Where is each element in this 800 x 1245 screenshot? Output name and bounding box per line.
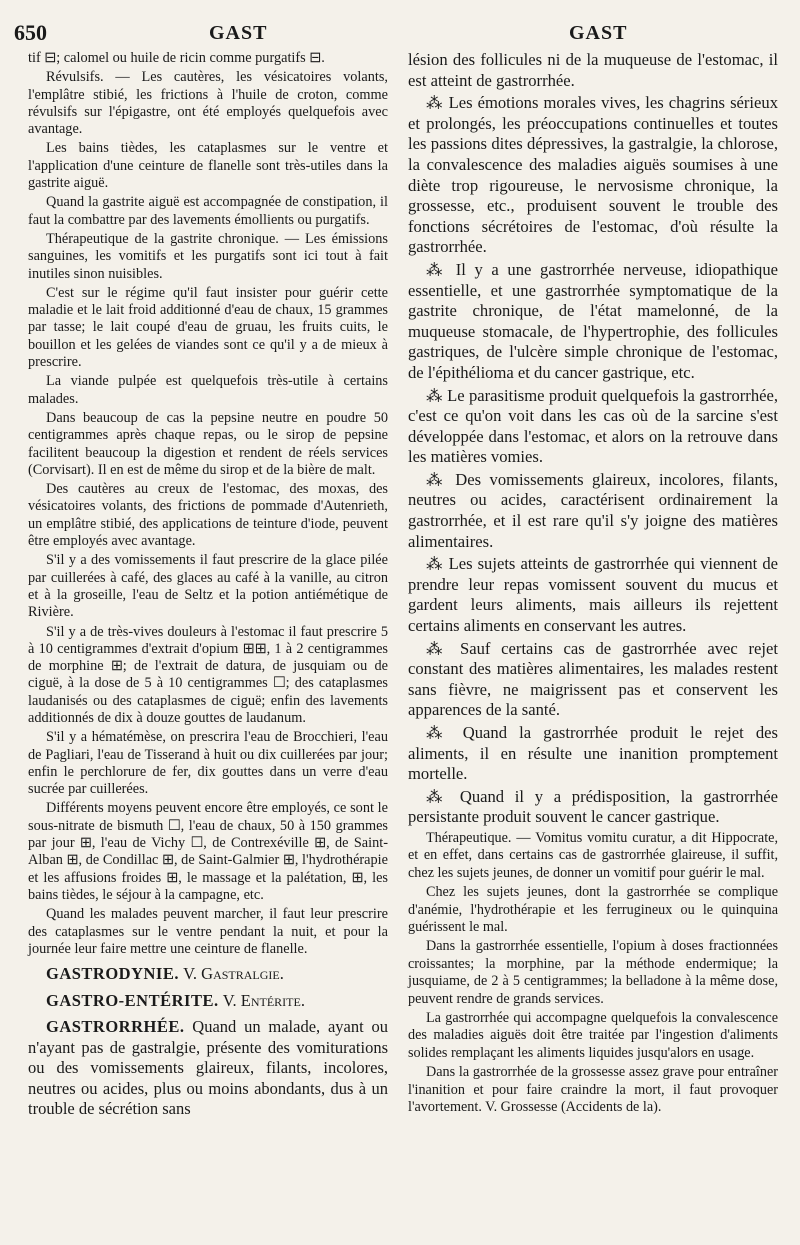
running-head-left: GAST xyxy=(209,22,268,44)
paragraph: Thérapeutique de la gastrite chronique. — Les émissions sanguines, les vomitifs et les purgatifs sont ici tout à fait inutiles sinon nuisibles. xyxy=(28,230,388,282)
paragraph: La gastrorrhée qui accompagne quelquefois la convalescence des maladies aiguës doit être traitée par l'ingestion d'aliments solides remplaçant les aliments liquides jusqu'alors en usage. xyxy=(408,1010,778,1061)
dictionary-entry-gastrodynie xyxy=(28,964,388,985)
cross-reference: V. Entérite. xyxy=(222,990,305,1010)
right-column xyxy=(408,50,778,1116)
paragraph: Quand la gastrite aiguë est accompagnée de constipation, il faut la combattre par des lavements émollients ou purgatifs. xyxy=(28,194,388,228)
paragraph: Des cautères au creux de l'estomac, des moxas, des vésicatoires volants, des frictions de pommade d'Autenrieth, un emplâtre stibié, des applications de teinture d'iode, peuvent être employés avec avantage. xyxy=(28,481,388,550)
paragraph: ⁂ Les émotions morales vives, les chagrins sérieux et prolongés, les préoccupations continuelles et toutes les passions dites dépressives, la gastralgie, la chlorose, la convalescence des maladies aiguës soumises à une diète trop rigoureuse, le nervosisme chronique, la grossesse, etc., produisent souvent le trouble des fonctions sécrétoires de l'estomac, d'où résulte la gastrorrhée. xyxy=(408,93,778,257)
paragraph: ⁂ Quand il y a prédisposition, la gastrorrhée persistante produit souvent le cancer gastrique. xyxy=(408,786,778,827)
paragraph: ⁂ Le parasitisme produit quelquefois la gastrorrhée, c'est ce qu'on voit dans les cas où de la sarcine s'est développée dans l'estomac, et alors on la retrouve dans les matières vomies. xyxy=(408,385,778,467)
left-column xyxy=(28,50,388,1120)
paragraph: Différents moyens peuvent encore être employés, ce sont le sous-nitrate de bismuth ☐, l'eau de chaux, 50 à 150 grammes par jour ⊞, l'eau de Vichy ☐, de Contrexéville ⊞, de Saint-Alban ⊞, de Condillac ⊞, de Saint-Galmier ⊞, l'hydrothérapie et les affusions froides ⊞, le massage et la palétation, ⊞, les bains tièdes, le séjour à la campagne, etc. xyxy=(28,800,388,903)
paragraph: S'il y a des vomissements il faut prescrire de la glace pilée par cuillerées à café, des glaces au café à la vanille, au citron et à la groseille, l'eau de Seltz et la potion antiémétique de Rivière. xyxy=(28,552,388,621)
paragraph: S'il y a de très-vives douleurs à l'estomac il faut prescrire 5 à 10 centigrammes d'extrait d'opium ⊞⊞, 1 à 2 centigrammes de morphine ⊞; de l'extrait de datura, de jusquiam ou de ciguë, à la dose de 5 à 10 centigrammes ☐; des cataplasmes laudanisés ou des cataplasmes de ciguë; enfin des lavements additionnés de dix à douze gouttes de laudanum. xyxy=(28,623,388,726)
paragraph: ⁂ Des vomissements glaireux, incolores, filants, neutres ou acides, caractérisent ordinairement la gastrorrhée, et il est rare qu'il s'y joigne des matières alimentaires. xyxy=(408,469,778,551)
paragraph: Dans la gastrorrhée de la grossesse assez grave pour entraîner l'inanition et pour faire craindre la mort, il faut provoquer l'avortement. V. Grossesse (Accidents de la). xyxy=(408,1064,778,1116)
entry-term: GASTRO-ENTÉRITE. xyxy=(46,990,219,1010)
paragraph: La viande pulpée est quelquefois très-utile à certains malades. xyxy=(28,373,388,407)
paragraph: ⁂ Il y a une gastrorrhée nerveuse, idiopathique essentielle, et une gastrorrhée symptomatique de la gastrite chronique, de l'état mamelonné, de la muqueuse stomacale, de l'hypertrophie, des follicules gastriques, de l'ulcère simple chronique de l'estomac, de l'épithélioma et du cancer gastrique, etc. xyxy=(408,259,778,382)
entry-text: Quand un malade, ayant ou n'ayant pas de gastralgie, présente des vomiturations ou des vomissements glaireux, filants, incolores, neutres ou acides, plus ou moins abondants, dus à un trouble de sécrétion sans xyxy=(28,1017,389,1119)
paragraph: Révulsifs. — Les cautères, les vésicatoires volants, l'emplâtre stibié, les frictions à l'huile de croton, comme révulsifs sur l'épigastre, ont été employés quelquefois avec avantage. xyxy=(28,69,388,138)
paragraph: ⁂ Quand la gastrorrhée produit le rejet des aliments, il en résulte une inanition promptement mortelle. xyxy=(408,723,778,784)
page-number: 650 xyxy=(14,20,47,45)
paragraph: lésion des follicules ni de la muqueuse de l'estomac, il est atteint de gastrorrhée. xyxy=(408,50,778,90)
paragraph: S'il y a hématémèse, on prescrira l'eau de Brocchieri, l'eau de Pagliari, l'eau de Tisserand à huit ou dix cuillerées par jour; enfin le perchlorure de fer, dix gouttes dans un verre d'eau sucrée par cuillerées. xyxy=(28,729,388,798)
page-header xyxy=(14,20,786,50)
therapeutics-section xyxy=(408,830,778,1117)
paragraph: ⁂ Les sujets atteints de gastrorrhée qui viennent de prendre leur repas vomissent souvent du mucus et gardent leurs aliments, mais ailleurs ils rejettent certains aliments en conservant les autres. xyxy=(408,554,778,636)
entry-term: GASTRORRHÉE. xyxy=(46,1017,185,1037)
paragraph: Quand les malades peuvent marcher, il faut leur prescrire des cataplasmes sur le ventre pendant la nuit, et pour la journée leur faire mettre une ceinture de flanelle. xyxy=(28,906,388,957)
paragraph: Dans beaucoup de cas la pepsine neutre en poudre 50 centigrammes après chaque repas, ou le sirop de pepsine facilitent beaucoup la digestion et rendent de réels services (Corvisart). Il en est de même du sirop et de la bière de malt. xyxy=(28,409,388,478)
entry-term: GASTRODYNIE. xyxy=(46,964,179,984)
dictionary-entry-gastrorrhee xyxy=(28,1017,388,1120)
paragraph: C'est sur le régime qu'il faut insister pour guérir cette maladie et le lait froid additionné d'eau de chaux, 15 grammes par tasse; le lait coupé d'eau de gruau, les fruits cuits, le bouillon et les gelées de viandes sont ce qu'il y a de mieux à prescrire. xyxy=(28,284,388,371)
cross-reference: V. Gastralgie. xyxy=(183,964,284,984)
paragraph: Les bains tièdes, les cataplasmes sur le ventre et l'application d'une ceinture de flanelle sont très-utiles dans la gastrite aiguë. xyxy=(28,140,388,192)
paragraph: tif ⊟; calomel ou huile de ricin comme purgatifs ⊟. xyxy=(28,50,325,66)
dictionary-entry-gastro-enterite xyxy=(28,991,388,1012)
paragraph: Dans la gastrorrhée essentielle, l'opium à doses fractionnées croissantes; la morphine, par la méthode endermique; la jusquiame, de 2 à 5 centigrammes; la belladone à la même dose, peuvent rendre de grands services. xyxy=(408,938,778,1007)
paragraph: Thérapeutique. — Vomitus vomitu curatur, a dit Hippocrate, et en effet, dans certains cas de gastrorrhée glaireuse, il suffit, chez les sujets jeunes, de donner un vomitif pour guérir le mal. xyxy=(408,829,778,881)
paragraph: ⁂ Sauf certains cas de gastrorrhée avec rejet constant des matières alimentaires, les malades restent sans fièvre, ne maigrissent pas et conservent les apparences de la santé. xyxy=(408,638,778,720)
running-head-right: GAST xyxy=(569,22,628,44)
paragraph: Chez les sujets jeunes, dont la gastrorrhée se complique d'anémie, l'hydrothérapie et les ferrugineux ou le quinquina guérissent le mal. xyxy=(408,884,778,935)
